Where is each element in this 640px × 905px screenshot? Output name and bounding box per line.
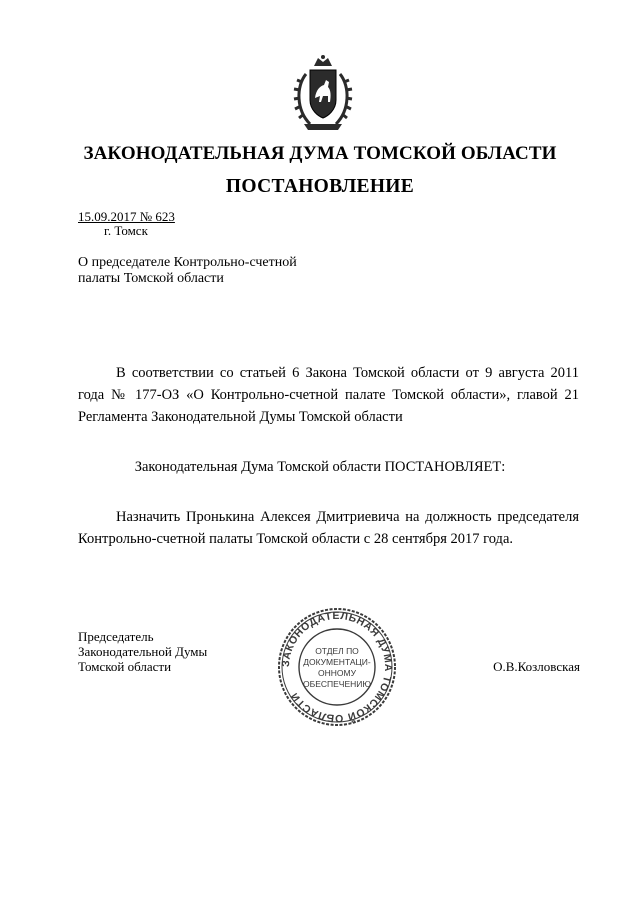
signatory-title-line: Председатель (78, 629, 154, 644)
signatory-name: О.В.Козловская (493, 659, 580, 674)
stamp-ring-text: ЗАКОНОДАТЕЛЬНАЯ ДУМА ТОМСКОЙ ОБЛАСТИ (279, 609, 395, 725)
document-type: ПОСТАНОВЛЕНИЕ (225, 176, 415, 197)
stamp-center-line: ДОКУМЕНТАЦИ- (303, 657, 371, 667)
document-city: г. Томск (104, 223, 148, 238)
resolves-line: Законодательная Дума Томской области ПОСТАНОВЛЯЕТ: (134, 459, 506, 475)
organization-title: ЗАКОНОДАТЕЛЬНАЯ ДУМА ТОМСКОЙ ОБЛАСТИ (83, 143, 557, 164)
stamp-center-line: ОННОМУ (318, 668, 356, 678)
document-subject (78, 255, 338, 287)
signatory-title-line: Законодательной Думы (78, 644, 208, 659)
document-date-number: 15.09.2017 № 623 (78, 209, 175, 224)
subject-line: О председателе Контрольно-счетной (78, 255, 297, 270)
subject-line: палаты Томской области (78, 271, 224, 286)
stamp-center-line: ОБЕСПЕЧЕНИЮ (303, 679, 371, 689)
decision-paragraph: Назначить Пронькина Алексея Дмитриевича на должность председателя Контрольно-счетной палаты Томской области с 28 сентября 2017 года. (78, 509, 579, 547)
preamble-paragraph: В соответствии со статьей 6 Закона Томской области от 9 августа 2011 года № 177-ОЗ «О Контрольно-счетной палате Томской области», главой 21 Регламента Законодательной Думы Томской области (78, 365, 579, 425)
signatory-title-line: Томской области (78, 659, 172, 674)
official-stamp (276, 606, 398, 728)
signatory-title (78, 629, 207, 674)
stamp-center-line: ОТДЕЛ ПО (315, 646, 359, 656)
coat-of-arms-icon (288, 52, 358, 136)
